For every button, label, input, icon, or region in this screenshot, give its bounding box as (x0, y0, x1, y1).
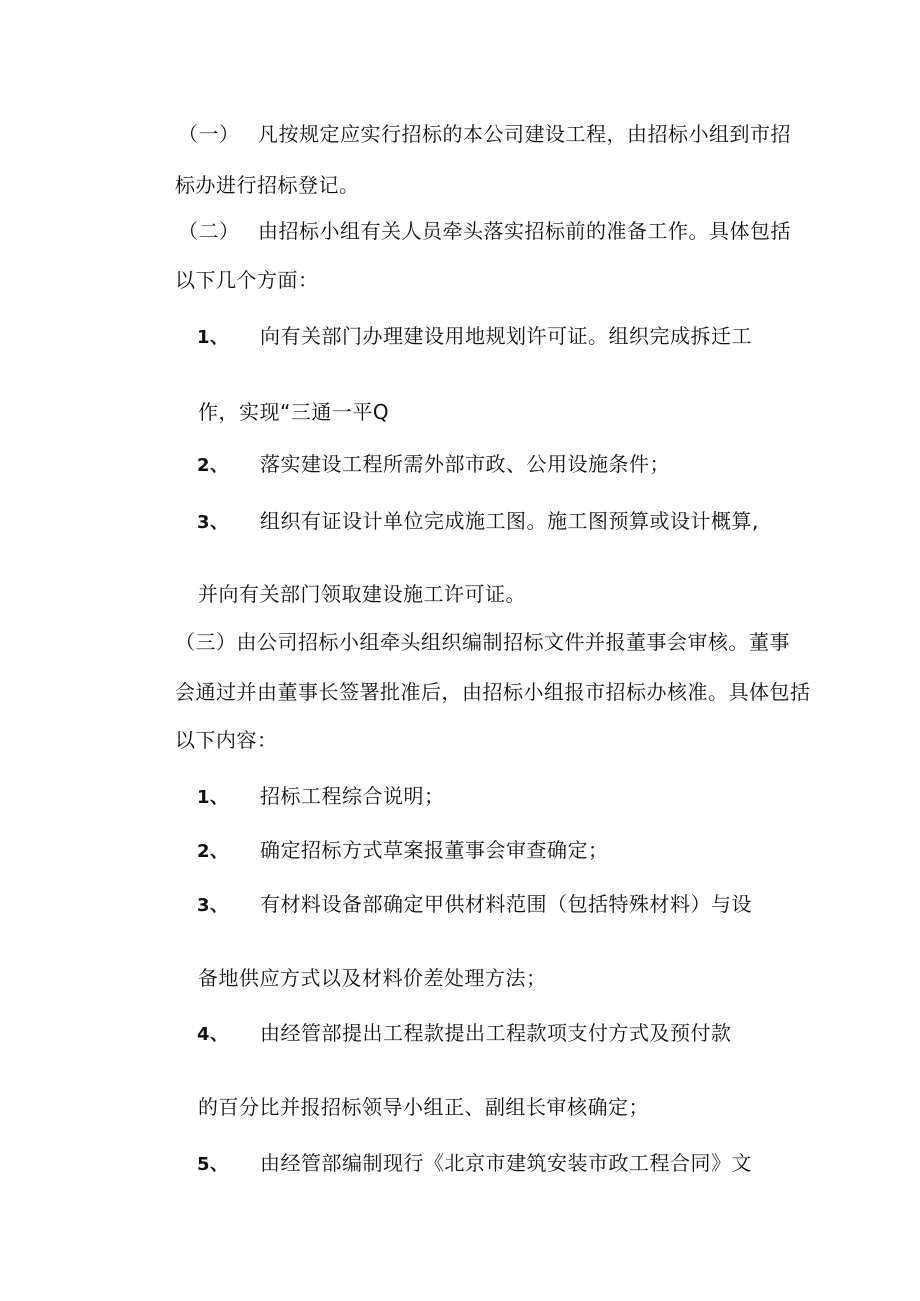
section-3-item-1-number: 1、 (197, 787, 229, 808)
section-2-item-1-line-1: 向有关部门办理建设用地规划许可证。组织完成拆迁工 (260, 324, 752, 348)
section-3-item-4-line-1: 由经管部提出工程款提出工程款项支付方式及预付款 (260, 1021, 732, 1045)
section-3-item-3-line-2: 备地供应方式以及材料价差处理方法； (198, 966, 547, 990)
section-2-item-3-number: 3、 (197, 512, 229, 533)
section-3-line-2: 会通过并由董事长签署批准后，由招标小组报市招标办核准。具体包括 (175, 680, 811, 704)
section-1-line-2: 标办进行招标登记。 (175, 173, 360, 197)
section-2-label: （二） (178, 219, 240, 243)
section-2-item-3-line-1: 组织有证设计单位完成施工图。施工图预算或设计概算, (260, 509, 759, 533)
section-2-line-1: 由招标小组有关人员牵头落实招标前的准备工作。具体包括 (258, 219, 791, 243)
section-3-line-1: （三）由公司招标小组牵头组织编制招标文件并报董事会审核。董事 (175, 630, 790, 654)
section-2-item-1-number: 1、 (197, 327, 229, 348)
section-1-label: （一） (178, 122, 240, 146)
section-2-item-2-line-1: 落实建设工程所需外部市政、公用设施条件； (260, 452, 670, 476)
section-2-item-3-line-2: 并向有关部门领取建设施工许可证。 (198, 582, 526, 606)
section-2-item-1-line-2: 作，实现“三通一平Q (198, 400, 390, 424)
section-3-item-1-line-1: 招标工程综合说明； (260, 784, 445, 808)
section-3-item-4-line-2: 的百分比并报招标领导小组正、副组长审核确定； (198, 1095, 649, 1119)
section-3-item-2-number: 2、 (197, 841, 229, 862)
section-3-item-2-line-1: 确定招标方式草案报董事会审查确定； (260, 838, 609, 862)
section-3-item-5-number: 5、 (197, 1154, 229, 1175)
section-3-item-3-line-1: 有材料设备部确定甲供材料范围（包括特殊材料）与设 (260, 892, 752, 916)
section-3-item-5-line-1: 由经管部编制现行《北京市建筑安装市政工程合同》文 (260, 1151, 752, 1175)
section-2-item-2-number: 2、 (197, 455, 229, 476)
section-3-item-3-number: 3、 (197, 895, 229, 916)
section-1-line-1: 凡按规定应实行招标的本公司建设工程，由招标小组到市招 (258, 122, 791, 146)
section-2-line-2: 以下几个方面： (175, 268, 319, 292)
section-3-item-4-number: 4、 (197, 1024, 229, 1045)
section-3-line-3: 以下内容： (175, 728, 278, 752)
